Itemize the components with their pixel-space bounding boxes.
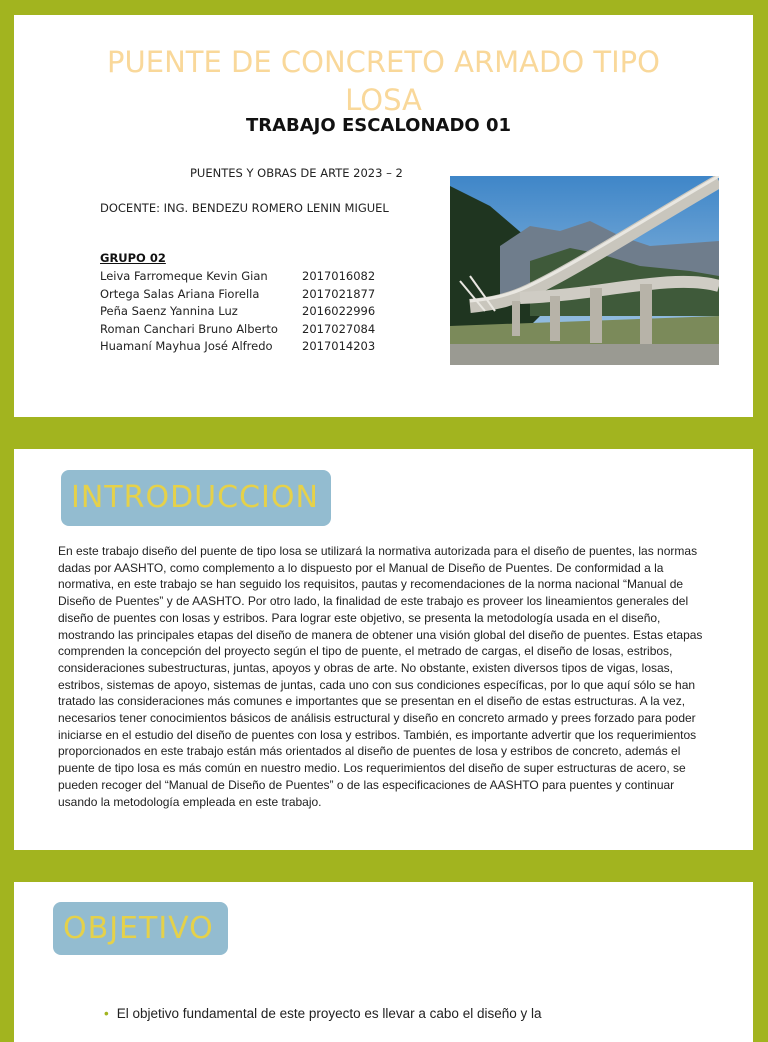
cover-title: PUENTE DE CONCRETO ARMADO TIPO LOSA bbox=[107, 45, 660, 117]
member-row bbox=[100, 268, 400, 286]
bullet-icon: • bbox=[104, 1006, 109, 1021]
member-row bbox=[100, 286, 400, 304]
member-code: 2017014203 bbox=[302, 339, 376, 353]
member-row bbox=[100, 338, 400, 356]
objective-slide bbox=[14, 882, 753, 1042]
bridge-photo bbox=[450, 176, 719, 365]
member-name: Roman Canchari Bruno Alberto bbox=[100, 321, 278, 336]
member-list bbox=[100, 268, 400, 356]
member-code: 2017021877 bbox=[302, 286, 376, 301]
teacher-name: DOCENTE: ING. BENDEZU ROMERO LENIN MIGUEL bbox=[100, 201, 389, 215]
objective-bullet bbox=[104, 1006, 724, 1021]
member-name: Leiva Farromeque Kevin Gian bbox=[100, 269, 268, 283]
group-label: GRUPO 02 bbox=[100, 251, 166, 265]
member-code: 2017027084 bbox=[302, 321, 376, 336]
member-name: Peña Saenz Yannina Luz bbox=[100, 304, 238, 318]
cover-slide bbox=[14, 15, 753, 417]
objective-bullet-text: El objetivo fundamental de este proyecto es llevar a cabo el diseño y la bbox=[116, 1006, 542, 1021]
member-row bbox=[100, 303, 400, 321]
member-name: Ortega Salas Ariana Fiorella bbox=[100, 286, 260, 301]
member-code: 2017016082 bbox=[302, 269, 376, 283]
objective-heading: OBJETIVO bbox=[53, 902, 228, 955]
member-name: Huamaní Mayhua José Alfredo bbox=[100, 339, 273, 353]
introduction-heading: INTRODUCCION bbox=[61, 470, 331, 526]
introduction-slide bbox=[14, 449, 753, 850]
cover-subtitle: TRABAJO ESCALONADO 01 bbox=[245, 115, 512, 136]
introduction-body: En este trabajo diseño del puente de tipo losa se utilizará la normativa autorizada para el diseño de puentes, las normas dadas por AASHTO, como complemento a lo dispuesto por el Manual de Diseño de Puentes. De conformidad a la normativa, en este trabajo se han seguido los requisitos, pautas y recomendaciones de la norma nacional “Manual de Diseño de Puentes” y de AASHTO. Por otro lado, la finalidad de este trabajo es proveer los lineamientos generales del diseño de puentes con losas y estribos. Para lograr este objetivo, se presenta la metodología usada en el diseño, mostrando las principales etapas del diseño de manera de obtener una visión global del diseño de puentes. Estas etapas comprenden la concepción del proyecto según el tipo de puente, el metrado de cargas, el diseño de losas, estribos, consideraciones subestructuras, juntas, apoyos y obras de arte. No obstante, existen diversos tipos de vigas, losas, estribos, sistemas de apoyo, sistemas de juntas, cada uno con sus condiciones específicas, por lo que aquí sólo se han tratado las consideraciones más comunes e importantes que se presentan en el diseño de estas estructuras. A la vez, necesarios tener conocimientos básicos de análisis estructural y diseño en concreto armado y prees forzado para poder iniciarse en el estudio del diseño de puentes con losa y estribos. También, es importante advertir que los requerimientos proporcionados en este trabajo están más orientados al diseño de puentes de losa y estribos de concreto, además el puente de tipo losa es más común en nuestro medio. Los requerimientos del diseño de super estructuras de acero, se pueden recoger del “Manual de Diseño de Puentes” o de las especificaciones de AASHTO para puentes y continuar usando la metodología empleada en este trabajo. bbox=[58, 544, 703, 809]
member-row bbox=[100, 321, 400, 339]
course-name: PUENTES Y OBRAS DE ARTE 2023 – 2 bbox=[190, 166, 403, 180]
member-code: 2016022996 bbox=[302, 304, 376, 318]
